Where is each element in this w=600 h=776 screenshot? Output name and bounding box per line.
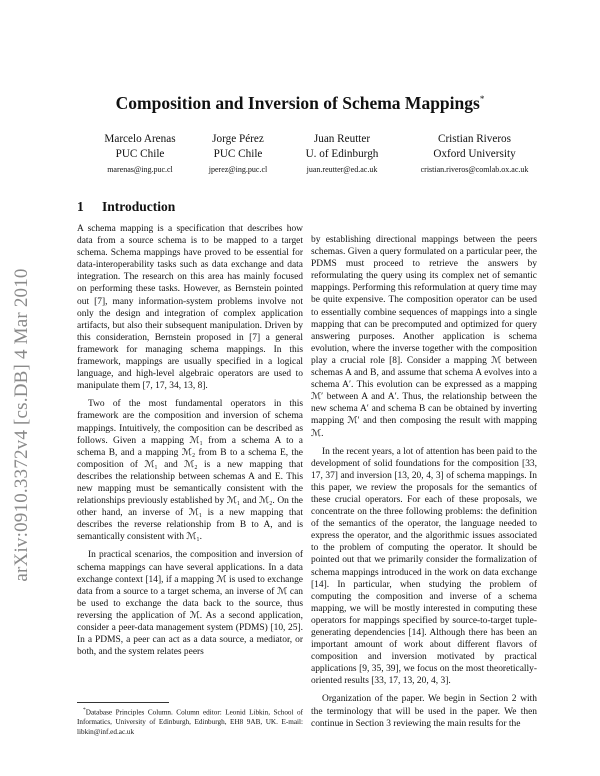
author-affiliation: Oxford University xyxy=(433,148,516,160)
left-column xyxy=(77,223,303,658)
section-number: 1 xyxy=(77,199,84,214)
arxiv-stamp: arXiv:0910.3372v4 [cs.DB] 4 Mar 2010 xyxy=(11,268,32,582)
author-email: cristian.riveros@comlab.ox.ac.uk xyxy=(420,165,529,174)
author-name: Cristian Riveros xyxy=(437,133,512,145)
footnote: *Database Principles Column. Column editor: Leonid Libkin, School of Informatics, University of Edinburgh, Edinburgh, EH8 9AB, UK. E-mail: libkin@inf.ed.ac.uk xyxy=(77,707,303,736)
author-block xyxy=(387,132,562,178)
title-footnote-mark: * xyxy=(479,94,485,104)
author-name: Marcelo Arenas xyxy=(104,133,176,145)
paper-title: Composition and Inversion of Schema Mappings* xyxy=(115,93,485,113)
right-column xyxy=(311,234,537,730)
author-email: marenas@ing.puc.cl xyxy=(107,165,173,174)
paragraph: In practical scenarios, the composition and inversion of schema mappings can have several applications. In a data exchange context [14], if a mapping ℳ is used to exchange data from a source to a target schema, an inverse of ℳ can be used to exchange the data back to the source, thus reversing the application of ℳ. As a second application, consider a peer-data management system (PDMS) [10, 25]. In a PDMS, a peer can act as a data source, a mediator, or both, and the system relates peers xyxy=(77,550,303,658)
author-email: juan.reutter@ed.ac.uk xyxy=(306,165,378,174)
paragraph: A schema mapping is a specification that describes how data from a source schema is to be mapped to a target schema. Schema mappings have proved to be essential for data-interoperability tasks such as data exchange and data integration. The research on this area has mainly focused on performing these tasks. However, as Bernstein pointed out [7], many information-system problems involve not only the design and integration of complex application artifacts, but also their subsequent manipulation. Driven by this consideration, Bernstein proposed in [7] a general framework for managing schema mappings. In this framework, mappings are usually specified in a logical language, and high-level algebraic operators are used to manipulate them [7, 17, 34, 13, 8]. xyxy=(77,224,303,392)
paragraph: by establishing directional mappings between the peers schemas. Given a query formulated on a particular peer, the PDMS must proceed to retrieve the answers by reformulating the query using its complex net of semantic mappings. Performing this reformulation at query time may be quite expensive. The composition operator can be used to essentially combine sequences of mappings into a single mapping that can be precomputed and optimized for query answering purposes. Another application is schema evolution, where the inverse together with the composition play a crucial role [8]. Consider a mapping ℳ between schemas A and B, and assume that schema A evolves into a schema A′. This evolution can be expressed as a mapping ℳ′ between A and A′. Thus, the relationship between the new schema A′ and schema B can be obtained by inverting mapping ℳ′ and then composing the result with mapping ℳ. xyxy=(311,235,537,439)
footnote-rule xyxy=(77,702,169,703)
section-heading xyxy=(77,199,175,215)
author-affiliation: PUC Chile xyxy=(115,148,165,160)
author-name: Jorge Pérez xyxy=(212,133,264,145)
author-affiliation: PUC Chile xyxy=(213,148,263,160)
footnote-mark: * xyxy=(83,707,86,713)
paragraph: Two of the most fundamental operators in this framework are the composition and inversion of schema mappings. Intuitively, the composition can be described as follows. Given a mapping ℳ₁ from a schema A to a schema B, and a mapping ℳ₂ from B to a schema E, the composition of ℳ₁ and ℳ₂ is a new mapping that describes the relationship between schemas A and E. This new mapping must be semantically consistent with the relationships previously established by ℳ₁ and ℳ₂. On the other hand, an inverse of ℳ₁ is a new mapping that describes the reverse relationship from B to A, and is semantically consistent with ℳ₁. xyxy=(77,399,303,543)
section-title: Introduction xyxy=(102,199,176,214)
paragraph: In the recent years, a lot of attention has been paid to the development of solid foundations for the composition [33, 17, 37] and inversion [13, 20, 4, 3] of schema mappings. In this paper, we review the proposals for the semantics of these crucial operators. For each of these proposals, we concentrate on the three following problems: the definition of the semantics of the operator, the language needed to express the operator, and the algorithmic issues associated to the problem of computing the operator. It should be pointed out that we primarily consider the formalization of schema mappings introduced in the work on data exchange [14]. In particular, when studying the problem of computing the composition and inverse of a schema mapping, we will be mostly interested in computing these operators for mappings specified by source-to-target tuple-generating dependencies [14]. Although there has been an important amount of work about different flavors of composition and inversion motivated by practical applications [9, 35, 39], we focus on the most theoretically-oriented results [33, 17, 13, 20, 4, 3]. xyxy=(311,446,537,687)
author-name: Juan Reutter xyxy=(313,133,371,145)
author-email: jperez@ing.puc.cl xyxy=(208,165,268,174)
paragraph: Organization of the paper. We begin in Section 2 with the terminology that will be used in the paper. We then continue in Section 3 reviewing the main results for the xyxy=(311,694,537,729)
author-affiliation: U. of Edinburgh xyxy=(305,148,379,160)
author-block xyxy=(188,132,288,178)
author-block xyxy=(90,132,190,178)
author-block xyxy=(282,132,402,178)
